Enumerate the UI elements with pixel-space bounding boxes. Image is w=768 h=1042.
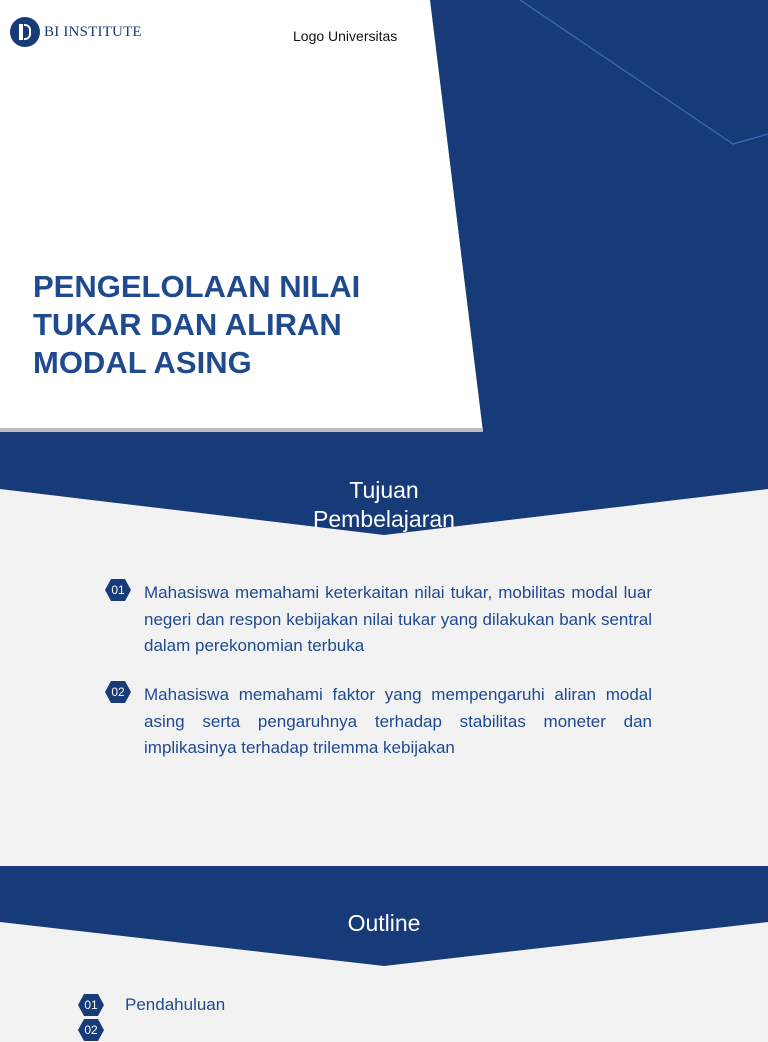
hexagon-number-badge bbox=[104, 578, 132, 602]
objective-text: Mahasiswa memahami keterkaitan nilai tukar, mobilitas modal luar negeri dan respon kebijakan nilai tukar yang dilakukan bank sentral dalam perekonomian terbuka bbox=[144, 583, 652, 655]
outline-item bbox=[77, 1018, 125, 1042]
hexagon-number-badge bbox=[77, 1018, 105, 1042]
objective-number: 02 bbox=[111, 685, 125, 699]
bi-logo-icon bbox=[10, 17, 40, 47]
outline-section-title: Outline bbox=[347, 910, 421, 936]
logo-text: BI INSTITUTE bbox=[44, 23, 142, 40]
title-slide bbox=[0, 0, 768, 432]
outline-item bbox=[77, 993, 225, 1017]
hexagon-number-badge bbox=[104, 680, 132, 704]
university-logo-placeholder: Logo Universitas bbox=[293, 28, 398, 44]
objective-text: Mahasiswa memahami faktor yang mempengaruhi aliran modal asing serta pengaruhnya terhadap stabilitas moneter dan implikasinya terhadap trilemma kebijakan bbox=[144, 685, 652, 757]
outline-number: 02 bbox=[84, 1023, 98, 1037]
hexagon-number-badge bbox=[77, 993, 105, 1017]
presentation-title: PENGELOLAAN NILAI TUKAR DAN ALIRAN MODAL ASING bbox=[33, 269, 361, 380]
objectives-slide bbox=[0, 432, 768, 866]
objective-item bbox=[104, 580, 664, 660]
objective-item bbox=[104, 682, 664, 762]
objective-number: 01 bbox=[111, 583, 125, 597]
outline-number: 01 bbox=[84, 998, 98, 1012]
bi-institute-logo bbox=[10, 17, 142, 47]
outline-slide bbox=[0, 866, 768, 1037]
outline-label: Pendahuluan bbox=[125, 995, 226, 1014]
objectives-section-title: Tujuan Pembelajaran bbox=[313, 477, 455, 532]
